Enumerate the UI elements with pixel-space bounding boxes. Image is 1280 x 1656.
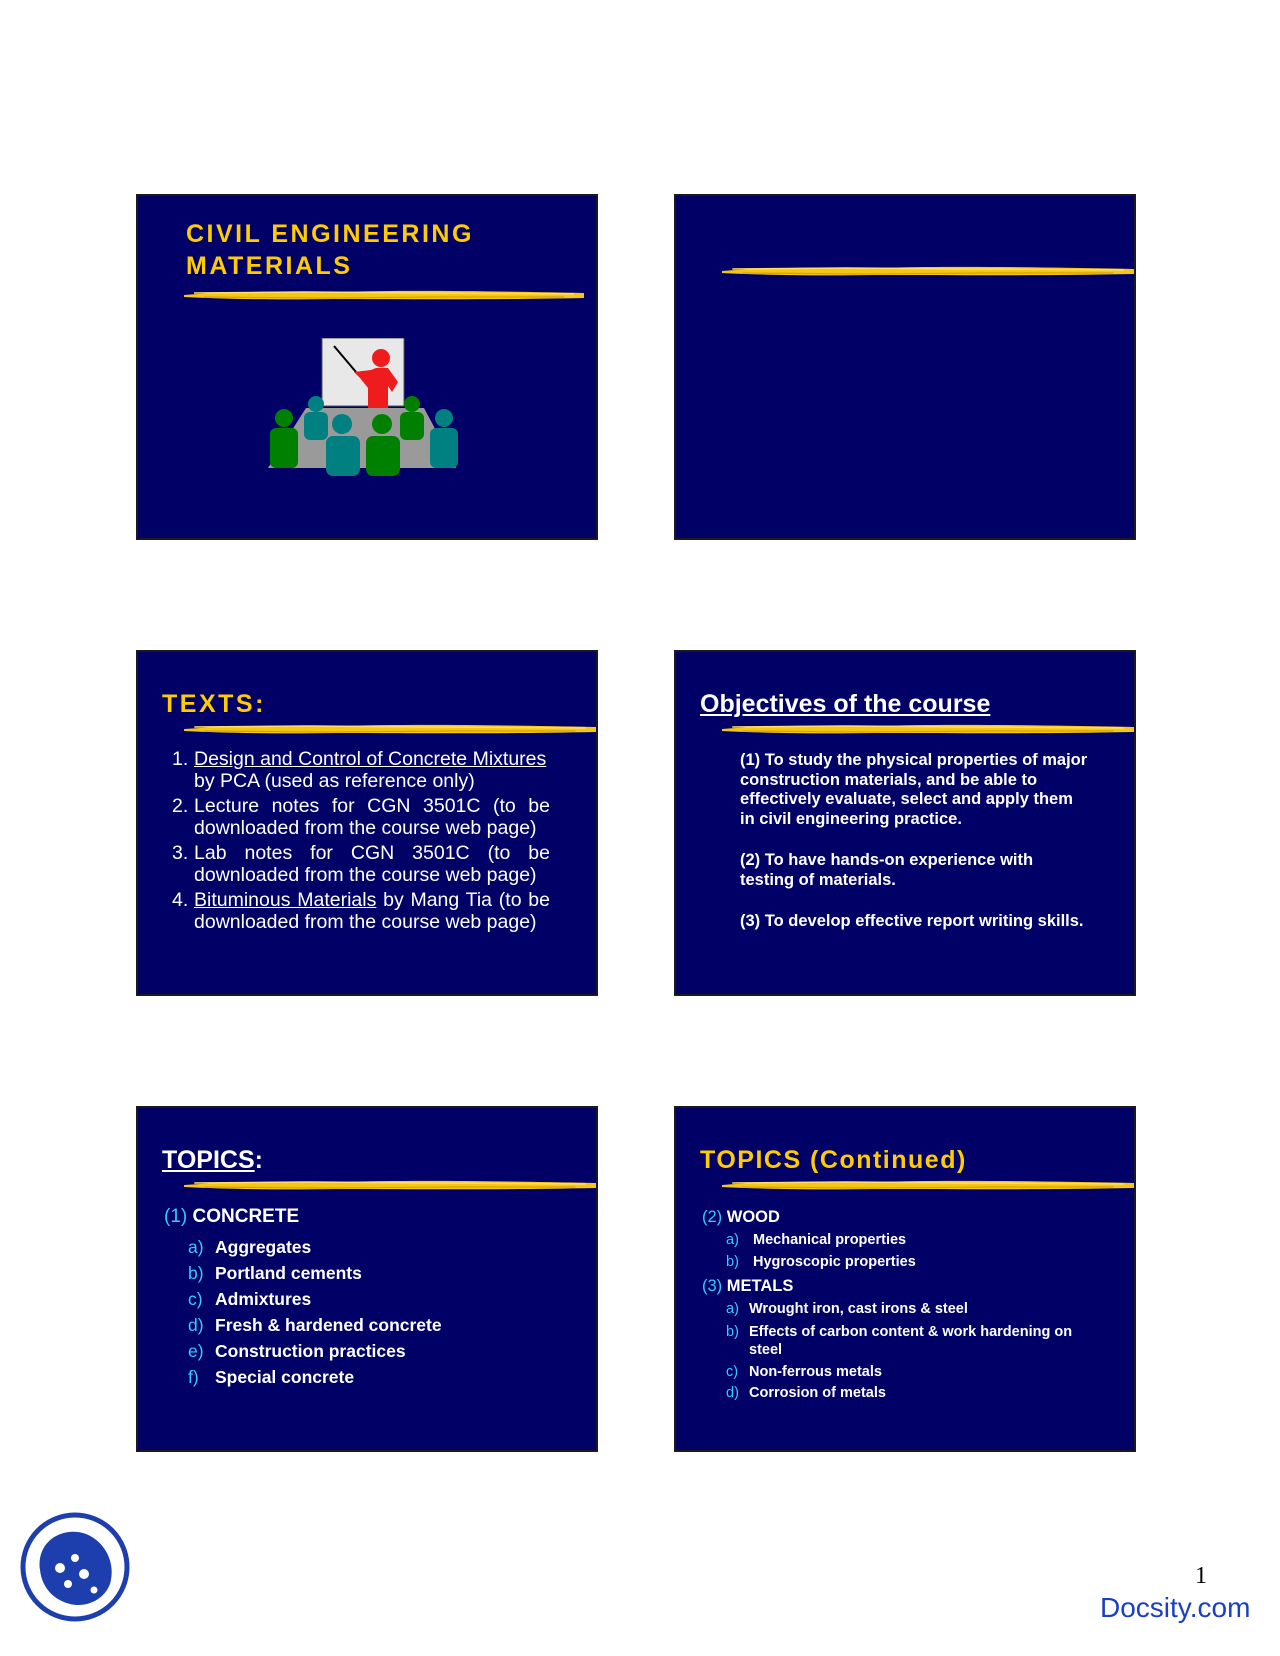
section-heading: (2) WOOD (702, 1208, 780, 1226)
slide-1-title: CIVIL ENGINEERING MATERIALS (186, 220, 474, 280)
topics-list (164, 1206, 584, 1390)
slide-5-title: TOPICS: (162, 1146, 263, 1174)
title-underline-stroke (184, 1178, 596, 1192)
page-number: 1 (1195, 1563, 1207, 1589)
slide-6-title: TOPICS (Continued) (700, 1146, 967, 1174)
book-link[interactable]: Bituminous Materials (194, 889, 377, 911)
section-heading: (1) CONCRETE (164, 1206, 300, 1227)
list-item: d) Corrosion of metals (726, 1385, 886, 1401)
list-item: a) Mechanical properties (726, 1232, 907, 1248)
list-item: 3. Lab notes for CGN 3501C (to be downloaded from the course web page) (172, 842, 550, 886)
section-heading: (3) METALS (702, 1277, 794, 1295)
list-item: (3) To develop effective report writing skills. (740, 912, 1084, 930)
title-underline-stroke (184, 288, 584, 302)
presenter-meeting-icon (266, 338, 466, 478)
slide-4-title: Objectives of the course (700, 690, 991, 718)
list-item: f) Special concrete (188, 1367, 355, 1387)
title-underline-stroke (722, 264, 1134, 278)
slide-3-title: TEXTS: (162, 690, 266, 718)
list-item: b) Portland cements (188, 1263, 362, 1283)
list-item: 2. Lecture notes for CGN 3501C (to be downloaded from the course web page) (172, 795, 550, 839)
list-item: c) Non-ferrous metals (726, 1363, 882, 1380)
slide-3 (136, 650, 598, 996)
list-item: a) Wrought iron, cast irons & steel (726, 1301, 968, 1317)
docsity-logo-icon[interactable] (20, 1512, 130, 1622)
list-item: 4. Bituminous Materials by Mang Tia (to be downloaded from the course web page) (172, 889, 550, 933)
list-item: b) Effects of carbon content & work hardening on steel (726, 1323, 1073, 1358)
list-item: (1) To study the physical properties of major construction materials, and be able to effectively evaluate, select and apply them in civil engineering practice. (740, 751, 1088, 828)
list-item: (2) To have hands-on experience with testing of materials. (740, 851, 1034, 889)
texts-list (172, 748, 550, 936)
topics-list (702, 1208, 1102, 1405)
list-item: e) Construction practices (188, 1341, 406, 1361)
list-item: 1. Design and Control of Concrete Mixtures by PCA (used as reference only) (172, 748, 547, 792)
title-underline-stroke (184, 722, 596, 736)
slide-4 (674, 650, 1136, 996)
list-item: a) Aggregates (188, 1237, 312, 1257)
slide-2 (674, 194, 1136, 540)
objectives-list (740, 751, 1090, 954)
list-item: d) Fresh & hardened concrete (188, 1315, 442, 1335)
title-underline-stroke (722, 722, 1134, 736)
list-item: c) Admixtures (188, 1289, 312, 1309)
slide-6 (674, 1106, 1136, 1452)
list-item: b) Hygroscopic properties (726, 1253, 916, 1270)
brand-link[interactable]: Docsity.com (1100, 1592, 1251, 1623)
slide-1 (136, 194, 598, 540)
slide-5 (136, 1106, 598, 1452)
book-link[interactable]: Design and Control of Concrete Mixtures (194, 748, 547, 770)
title-underline-stroke (722, 1178, 1134, 1192)
